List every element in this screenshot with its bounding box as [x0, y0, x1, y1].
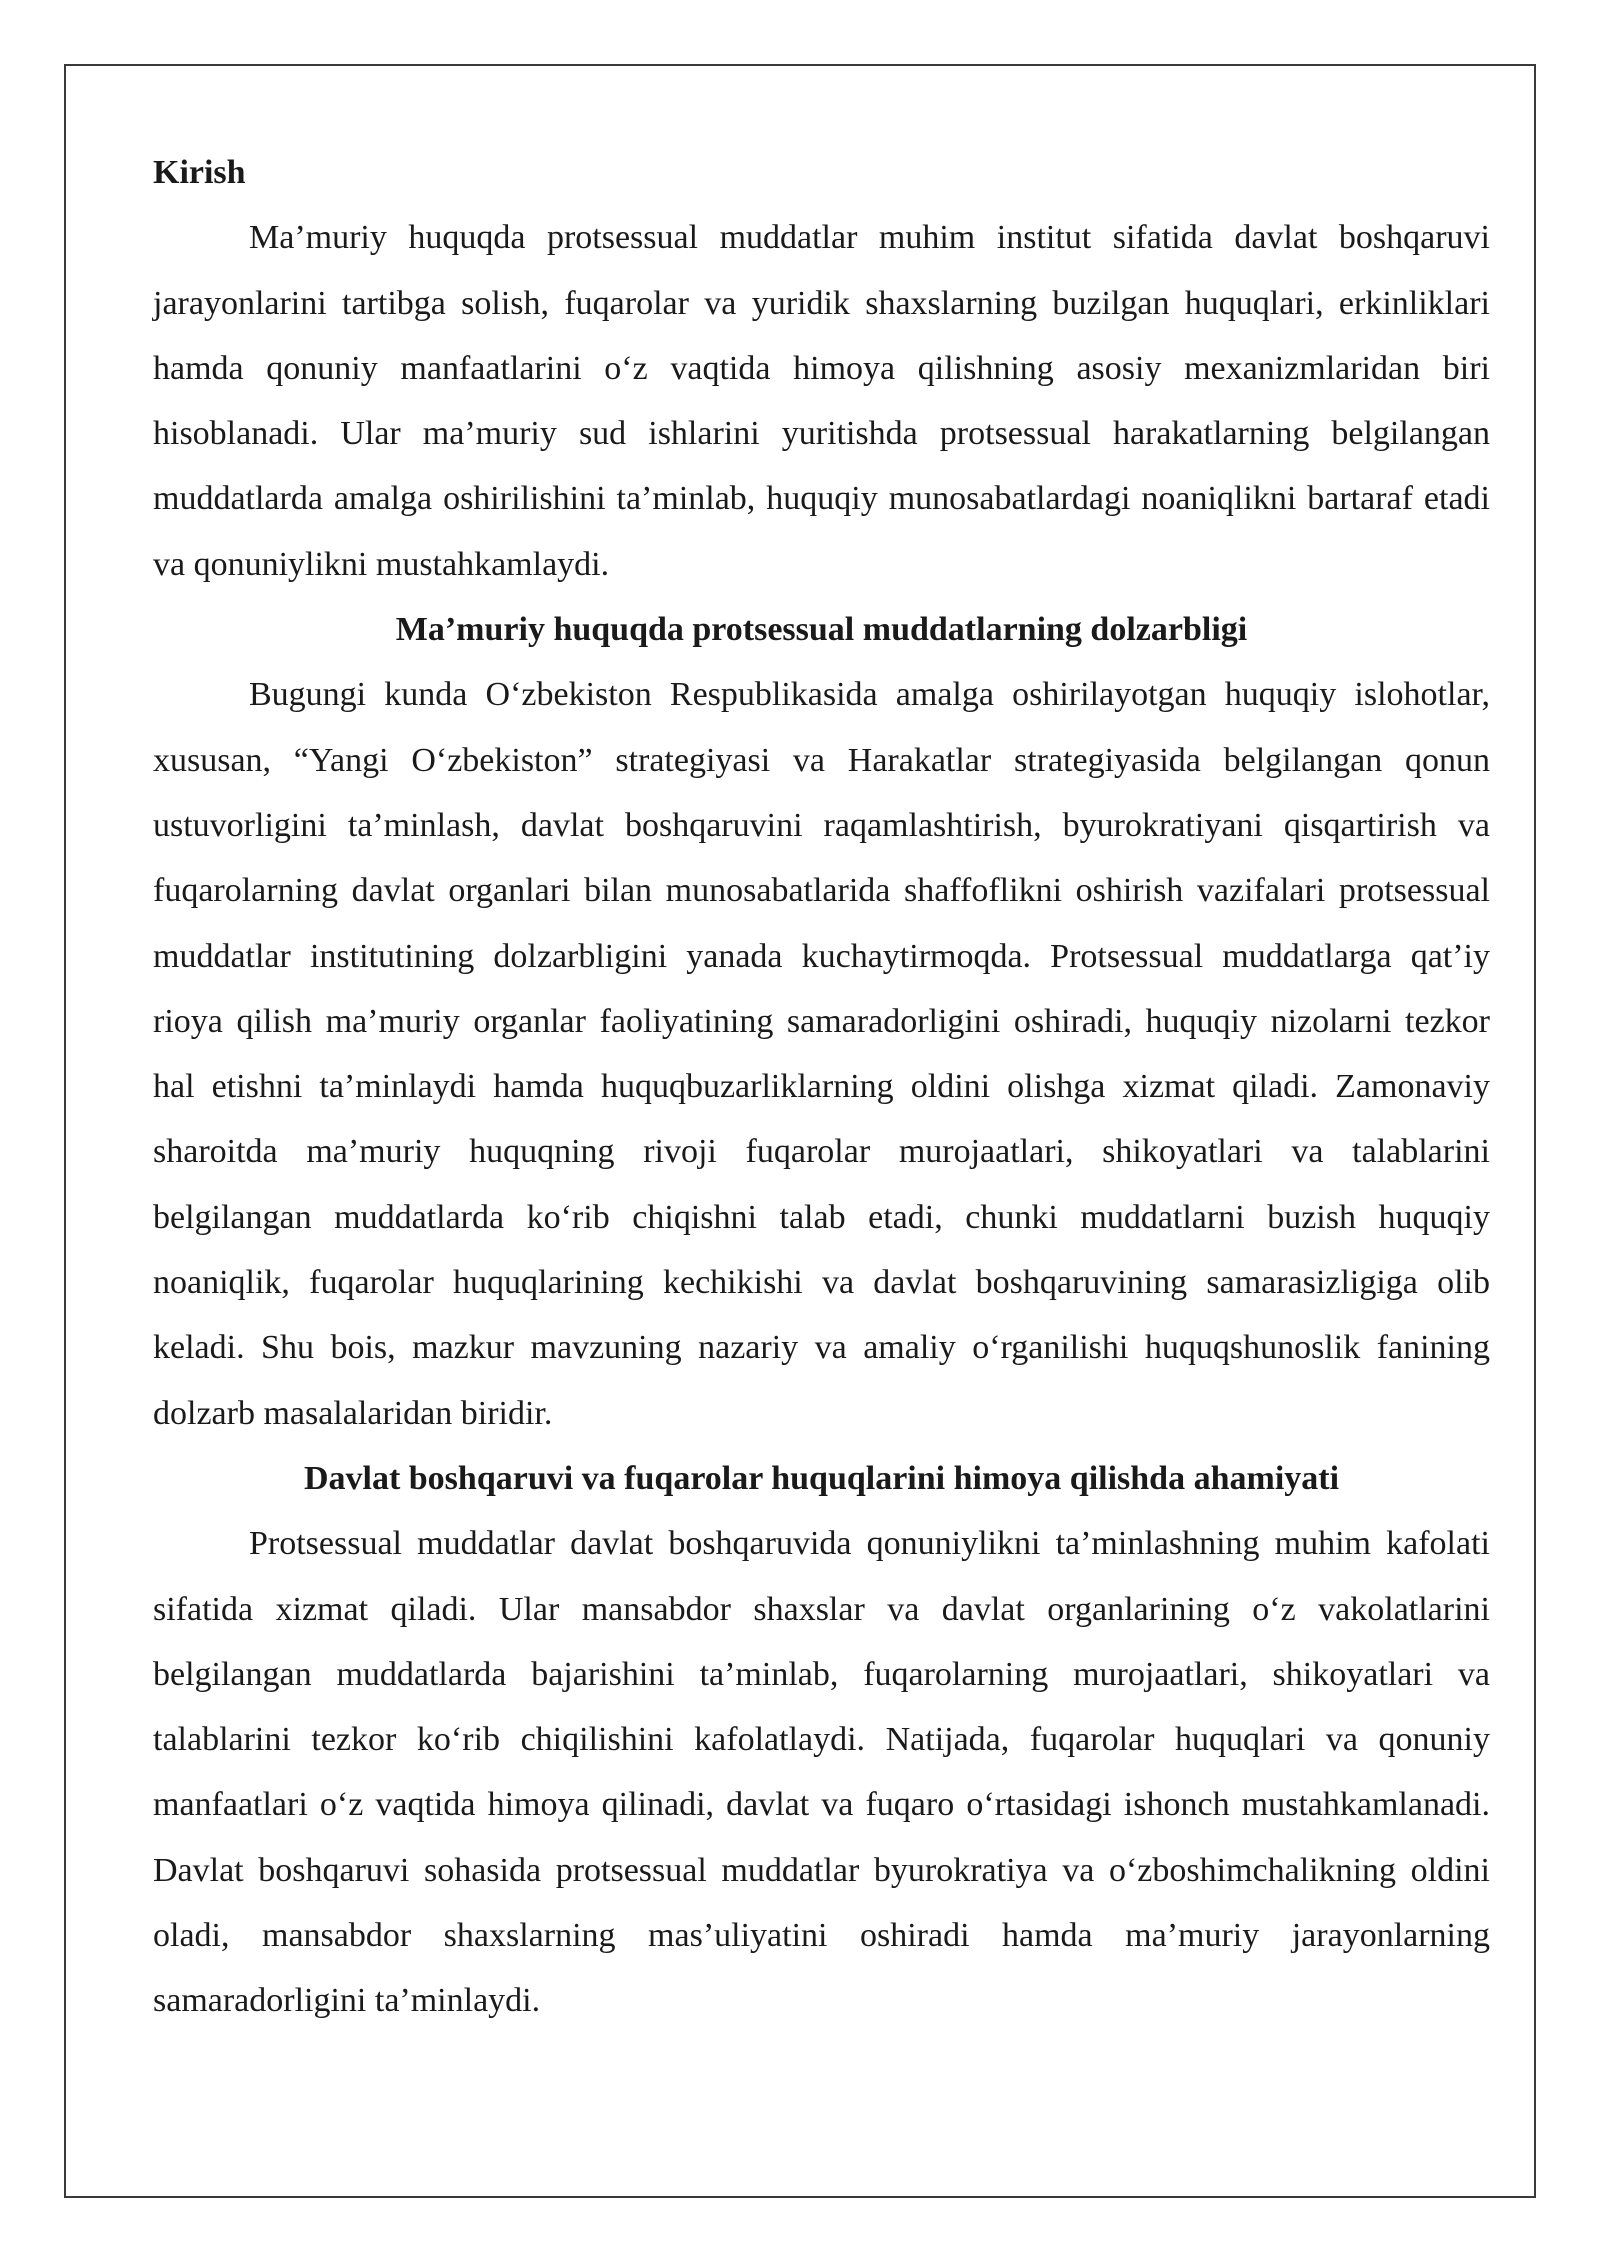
section-heading-kirish: Kirish — [153, 154, 246, 191]
subheading-importance: Davlat boshqaruvi va fuqarolar huquqlarini himoya qilishda ahamiyati — [303, 1459, 1340, 1497]
subheading-relevance: Ma’muriy huquqda protsessual muddatlarning dolzarbligi — [395, 611, 1248, 649]
relevance-paragraph: Bugungi kunda O‘zbekiston Respublikasida amalga oshirilayotgan huquqiy islohotlar, xususan, “Yangi O‘zbekiston” strategiyasi va Harakatlar strategiyasida belgilangan qonun ustuvorligini ta’minlash, davlat boshqaruvini raqamlashtirish, byurokratiyani qisqartirish va fuqarolarning davlat organlari bilan munosabatlarida shaffoflikni oshirish vazifalari protsessual muddatlar institutining dolzarbligini yanada kuchaytirmoqda. Protsessual muddatlarga qat’iy rioya qilish ma’muriy organlar faoliyatining samaradorligini oshiradi, huquqiy nizolarni tezkor hal etishni ta’minlaydi hamda huquqbuzarliklarning oldini olishga xizmat qiladi. Zamonaviy sharoitda ma’muriy huquqning rivoji fuqarolar murojaatlari, shikoyatlari va talablarini belgilangan muddatlarda ko‘rib chiqishni talab etadi, chunki muddatlarni buzish huquqiy noaniqlik, fuqarolar huquqlarining kechikishi va davlat boshqaruvining samarasizligiga olib keladi. Shu bois, mazkur mavzuning nazariy va amaliy o‘rganilishi huquqshunoslik fanining dolzarb masalalaridan biridir. — [153, 676, 1490, 1432]
document-body — [153, 140, 1490, 2034]
intro-paragraph: Ma’muriy huquqda protsessual muddatlar muhim institut sifatida davlat boshqaruvi jarayonlarini tartibga solish, fuqarolar va yuridik shaxslarning buzilgan huquqlari, erkinliklari hamda qonuniy manfaatlarini o‘z vaqtida himoya qilishning asosiy mexanizmlaridan biri hisoblanadi. Ular ma’muriy sud ishlarini yuritishda protsessual harakatlarning belgilangan muddatlarda amalga oshirilishini ta’minlab, huquqiy munosabatlardagi noaniqlikni bartaraf etadi va qonuniylikni mustahkamlaydi. — [153, 219, 1490, 583]
importance-paragraph: Protsessual muddatlar davlat boshqaruvida qonuniylikni ta’minlashning muhim kafolati sifatida xizmat qiladi. Ular mansabdor shaxslar va davlat organlarining o‘z vakolatlarini belgilangan muddatlarda bajarishini ta’minlab, fuqarolarning murojaatlari, shikoyatlari va talablarini tezkor ko‘rib chiqilishini kafolatlaydi. Natijada, fuqarolar huquqlari va qonuniy manfaatlari o‘z vaqtida himoya qilinadi, davlat va fuqaro o‘rtasidagi ishonch mustahkamlanadi. Davlat boshqaruvi sohasida protsessual muddatlar byurokratiya va o‘zboshimchalikning oldini oladi, mansabdor shaxslarning mas’uliyatini oshiradi hamda ma’muriy jarayonlarning samaradorligini ta’minlaydi. — [153, 1525, 1490, 2020]
